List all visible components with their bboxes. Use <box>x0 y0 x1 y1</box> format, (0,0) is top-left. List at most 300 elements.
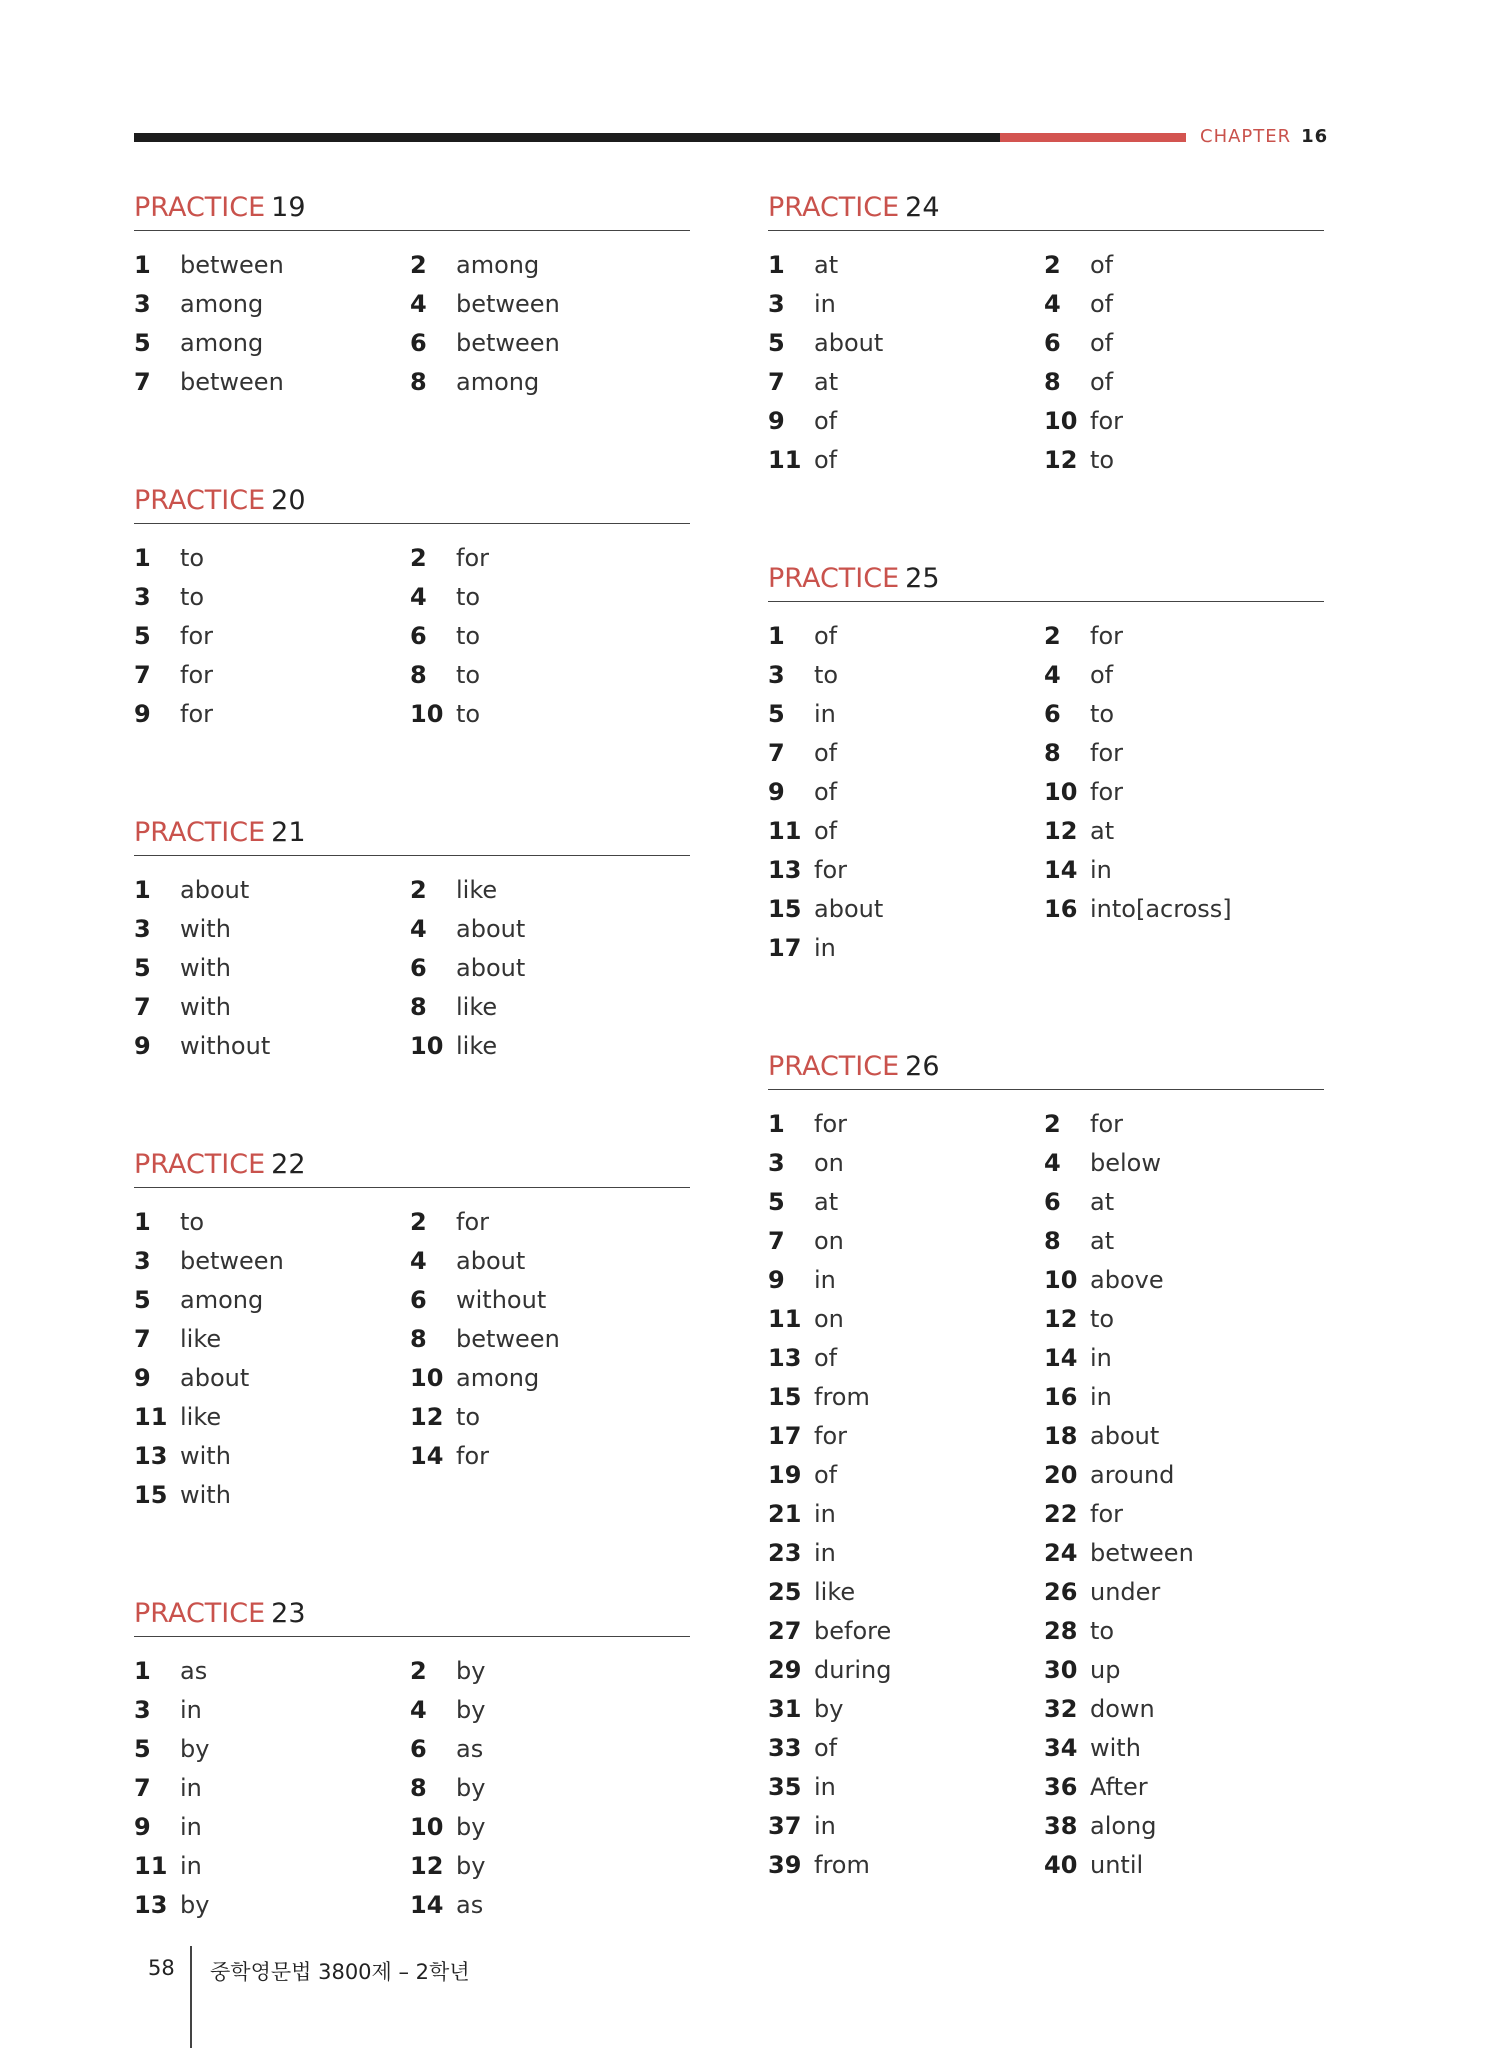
answer-word: at <box>814 1187 839 1216</box>
answer-number: 2 <box>410 250 427 279</box>
answer-word: between <box>456 1324 560 1353</box>
answer-number: 10 <box>410 1812 444 1841</box>
answer-word: about <box>1090 1421 1160 1450</box>
answer-word: in <box>814 933 836 962</box>
answer-word: by <box>456 1773 486 1802</box>
answer-word: of <box>814 1460 838 1489</box>
chapter-number: 16 <box>1301 126 1329 147</box>
answer-word: for <box>1090 1109 1123 1138</box>
answer-number: 1 <box>134 875 151 904</box>
answer-item <box>1044 1533 1324 1572</box>
answer-number: 3 <box>134 582 151 611</box>
answer-word: of <box>1090 328 1114 357</box>
answer-number: 8 <box>1044 738 1061 767</box>
answer-word: for <box>456 1207 489 1236</box>
answer-item <box>134 1436 410 1475</box>
answer-list <box>134 245 690 401</box>
answer-number: 11 <box>768 445 802 474</box>
answer-number: 15 <box>134 1480 168 1509</box>
answer-item <box>410 323 690 362</box>
answer-number: 4 <box>410 1695 427 1724</box>
answer-number: 5 <box>134 1285 151 1314</box>
answer-word: in <box>180 1695 202 1724</box>
answer-number: 5 <box>134 953 151 982</box>
answer-item <box>768 401 1044 440</box>
answer-word: between <box>180 250 284 279</box>
answer-item <box>134 1690 410 1729</box>
answer-item <box>134 1202 410 1241</box>
answer-number: 23 <box>768 1538 802 1567</box>
answer-word: in <box>814 1499 836 1528</box>
answer-item <box>1044 1182 1324 1221</box>
answer-item <box>1044 1104 1324 1143</box>
answer-number: 2 <box>1044 621 1061 650</box>
answer-number: 8 <box>410 992 427 1021</box>
answer-item <box>1044 245 1324 284</box>
answer-item <box>768 616 1044 655</box>
practice-label: PRACTICE <box>134 192 266 223</box>
answer-word: on <box>814 1226 844 1255</box>
answer-number: 2 <box>1044 1109 1061 1138</box>
practice-section <box>768 1049 1324 1884</box>
answer-number: 5 <box>134 1734 151 1763</box>
answer-number: 11 <box>768 816 802 845</box>
answer-number: 6 <box>410 621 427 650</box>
answer-word: in <box>1090 1343 1112 1372</box>
answer-item <box>768 362 1044 401</box>
answer-word: as <box>456 1890 484 1919</box>
answer-number: 3 <box>768 1148 785 1177</box>
answer-word: of <box>814 406 838 435</box>
answer-item <box>1044 1494 1324 1533</box>
answer-item <box>768 245 1044 284</box>
answer-word: among <box>456 367 540 396</box>
answer-number: 26 <box>1044 1577 1078 1606</box>
answer-item <box>768 323 1044 362</box>
answer-item <box>768 284 1044 323</box>
answer-word: among <box>180 328 264 357</box>
answer-item <box>768 928 1044 967</box>
answer-word: to <box>456 582 481 611</box>
answer-item <box>768 1377 1044 1416</box>
answer-item <box>768 1299 1044 1338</box>
answer-item <box>410 1358 690 1397</box>
answer-word: with <box>180 992 231 1021</box>
answer-number: 25 <box>768 1577 802 1606</box>
practice-title <box>134 1147 690 1188</box>
answer-word: with <box>180 1480 231 1509</box>
answer-item <box>768 811 1044 850</box>
answer-word: like <box>456 1031 498 1060</box>
answer-item <box>134 1026 410 1065</box>
answer-item <box>410 1436 690 1475</box>
answer-item <box>768 1182 1044 1221</box>
practice-section <box>134 483 690 733</box>
answer-item <box>410 1651 690 1690</box>
practice-section <box>134 1147 690 1514</box>
answer-word: to <box>1090 445 1115 474</box>
answer-number: 1 <box>134 543 151 572</box>
answer-item <box>410 538 690 577</box>
answer-number: 16 <box>1044 1382 1078 1411</box>
answer-number: 6 <box>410 1734 427 1763</box>
answer-item <box>134 616 410 655</box>
practice-title <box>768 1049 1324 1090</box>
practice-label: PRACTICE <box>134 1149 266 1180</box>
answer-item <box>410 870 690 909</box>
practice-number: 21 <box>271 817 306 848</box>
answer-word: to <box>814 660 839 689</box>
answer-number: 13 <box>134 1441 168 1470</box>
answer-number: 7 <box>768 367 785 396</box>
answer-item <box>410 655 690 694</box>
answer-item <box>768 1338 1044 1377</box>
answer-word: like <box>180 1402 222 1431</box>
answer-number: 15 <box>768 1382 802 1411</box>
answer-number: 6 <box>1044 1187 1061 1216</box>
answer-word: of <box>1090 660 1114 689</box>
answer-number: 4 <box>1044 289 1061 318</box>
answer-item <box>1044 1845 1324 1884</box>
answer-word: of <box>814 816 838 845</box>
answer-word: about <box>456 914 526 943</box>
answer-item <box>1044 1455 1324 1494</box>
answer-item <box>1044 811 1324 850</box>
answer-word: for <box>1090 1499 1123 1528</box>
answer-word: by <box>456 1851 486 1880</box>
answer-word: from <box>814 1850 870 1879</box>
answer-item <box>768 1494 1044 1533</box>
answer-item <box>134 870 410 909</box>
answer-word: to <box>456 621 481 650</box>
answer-item <box>410 1690 690 1729</box>
answer-item <box>134 1241 410 1280</box>
answer-number: 32 <box>1044 1694 1078 1723</box>
answer-word: in <box>814 1265 836 1294</box>
answer-word: for <box>1090 406 1123 435</box>
answer-number: 6 <box>1044 699 1061 728</box>
answer-word: like <box>456 992 498 1021</box>
answer-item <box>768 1533 1044 1572</box>
practice-title <box>134 190 690 231</box>
answer-word: in <box>814 699 836 728</box>
answer-item <box>1044 1338 1324 1377</box>
chapter-indicator <box>1200 126 1328 147</box>
answer-word: of <box>814 1733 838 1762</box>
answer-number: 13 <box>134 1890 168 1919</box>
practice-label: PRACTICE <box>134 817 266 848</box>
answer-number: 12 <box>1044 445 1078 474</box>
answer-word: in <box>1090 855 1112 884</box>
practice-number: 24 <box>905 192 940 223</box>
answer-number: 13 <box>768 1343 802 1372</box>
answer-number: 8 <box>1044 367 1061 396</box>
answer-word: around <box>1090 1460 1175 1489</box>
practice-section <box>768 190 1324 479</box>
answer-word: for <box>1090 738 1123 767</box>
answer-number: 14 <box>410 1441 444 1470</box>
answer-item <box>1044 616 1324 655</box>
answer-number: 8 <box>410 1773 427 1802</box>
answer-word: on <box>814 1148 844 1177</box>
answer-item <box>1044 1650 1324 1689</box>
answer-number: 12 <box>1044 1304 1078 1333</box>
answer-number: 3 <box>134 1246 151 1275</box>
answer-word: among <box>456 1363 540 1392</box>
answer-number: 8 <box>410 367 427 396</box>
answer-word: between <box>456 328 560 357</box>
practice-label: PRACTICE <box>134 485 266 516</box>
answer-number: 3 <box>134 914 151 943</box>
answer-item <box>410 1807 690 1846</box>
answer-item <box>768 1416 1044 1455</box>
answer-number: 7 <box>768 1226 785 1255</box>
answer-item <box>768 1104 1044 1143</box>
answer-number: 2 <box>410 875 427 904</box>
answer-number: 10 <box>1044 777 1078 806</box>
practice-label: PRACTICE <box>768 192 900 223</box>
answer-item <box>768 1767 1044 1806</box>
answer-number: 21 <box>768 1499 802 1528</box>
answer-number: 3 <box>768 660 785 689</box>
answer-number: 11 <box>768 1304 802 1333</box>
answer-word: with <box>180 953 231 982</box>
answer-item <box>134 987 410 1026</box>
answer-word: below <box>1090 1148 1161 1177</box>
practice-label: PRACTICE <box>768 1051 900 1082</box>
answer-word: like <box>814 1577 856 1606</box>
footer-divider <box>190 1946 192 2048</box>
answer-word: in <box>814 1772 836 1801</box>
answer-number: 27 <box>768 1616 802 1645</box>
answer-item <box>410 1319 690 1358</box>
answer-word: without <box>180 1031 271 1060</box>
answer-word: in <box>180 1851 202 1880</box>
answer-number: 28 <box>1044 1616 1078 1645</box>
answer-item <box>1044 1806 1324 1845</box>
answer-word: among <box>180 289 264 318</box>
answer-item <box>410 1397 690 1436</box>
answer-word: for <box>1090 621 1123 650</box>
answer-list <box>768 1104 1324 1884</box>
answer-item <box>134 1807 410 1846</box>
answer-word: of <box>814 1343 838 1372</box>
answer-number: 9 <box>768 1265 785 1294</box>
answer-item <box>410 284 690 323</box>
answer-item <box>410 1885 690 1924</box>
answer-number: 14 <box>1044 1343 1078 1372</box>
answer-number: 8 <box>410 660 427 689</box>
answer-item <box>1044 1221 1324 1260</box>
answer-word: before <box>814 1616 892 1645</box>
answer-word: as <box>456 1734 484 1763</box>
answer-number: 30 <box>1044 1655 1078 1684</box>
answer-item <box>134 909 410 948</box>
practice-title <box>768 190 1324 231</box>
answer-word: by <box>180 1734 210 1763</box>
chapter-label: CHAPTER <box>1200 126 1292 147</box>
practice-number: 26 <box>905 1051 940 1082</box>
answer-number: 29 <box>768 1655 802 1684</box>
answer-item <box>134 284 410 323</box>
answer-number: 17 <box>768 1421 802 1450</box>
answer-word: by <box>456 1656 486 1685</box>
practice-label: PRACTICE <box>768 563 900 594</box>
answer-item <box>768 1650 1044 1689</box>
answer-word: for <box>180 699 213 728</box>
answer-item <box>1044 1143 1324 1182</box>
answer-item <box>1044 1260 1324 1299</box>
answer-word: in <box>1090 1382 1112 1411</box>
answer-number: 9 <box>768 777 785 806</box>
answer-word: from <box>814 1382 870 1411</box>
practice-section <box>134 815 690 1065</box>
answer-item <box>134 1651 410 1690</box>
answer-word: into[across] <box>1090 894 1232 923</box>
answer-number: 5 <box>768 699 785 728</box>
answer-number: 6 <box>410 1285 427 1314</box>
answer-word: like <box>180 1324 222 1353</box>
answer-item <box>1044 1377 1324 1416</box>
answer-word: between <box>1090 1538 1194 1567</box>
answer-number: 1 <box>134 1656 151 1685</box>
answer-item <box>768 1572 1044 1611</box>
answer-word: for <box>180 660 213 689</box>
practice-section <box>134 190 690 401</box>
answer-item <box>134 1397 410 1436</box>
answer-word: between <box>456 289 560 318</box>
answer-number: 9 <box>134 699 151 728</box>
answer-word: at <box>1090 1187 1115 1216</box>
answer-word: for <box>456 543 489 572</box>
answer-item <box>410 1241 690 1280</box>
answer-word: during <box>814 1655 892 1684</box>
practice-number: 19 <box>271 192 306 223</box>
answer-word: until <box>1090 1850 1144 1879</box>
answer-number: 5 <box>768 1187 785 1216</box>
answer-number: 18 <box>1044 1421 1078 1450</box>
answer-item <box>410 1768 690 1807</box>
answer-number: 10 <box>410 1031 444 1060</box>
answer-number: 2 <box>410 1207 427 1236</box>
answer-item <box>134 1358 410 1397</box>
answer-item <box>768 1806 1044 1845</box>
answer-list <box>768 245 1324 479</box>
answer-word: to <box>1090 699 1115 728</box>
answer-number: 1 <box>768 1109 785 1138</box>
answer-list <box>134 1651 690 1924</box>
answer-number: 6 <box>410 953 427 982</box>
answer-number: 15 <box>768 894 802 923</box>
answer-word: After <box>1090 1772 1148 1801</box>
answer-item <box>134 538 410 577</box>
answer-item <box>768 1221 1044 1260</box>
answer-word: for <box>814 855 847 884</box>
answer-number: 16 <box>1044 894 1078 923</box>
answer-number: 8 <box>410 1324 427 1353</box>
answer-number: 5 <box>134 621 151 650</box>
answer-item <box>410 616 690 655</box>
answer-word: of <box>1090 367 1114 396</box>
answer-number: 40 <box>1044 1850 1078 1879</box>
answer-number: 3 <box>768 289 785 318</box>
answer-number: 5 <box>768 328 785 357</box>
answer-item <box>410 1026 690 1065</box>
answer-number: 7 <box>768 738 785 767</box>
answer-number: 34 <box>1044 1733 1078 1762</box>
answer-item <box>768 694 1044 733</box>
answer-item <box>1044 323 1324 362</box>
answer-number: 10 <box>410 1363 444 1392</box>
answer-word: about <box>456 1246 526 1275</box>
answer-word: for <box>1090 777 1123 806</box>
answer-item <box>134 1475 410 1514</box>
answer-word: about <box>180 875 250 904</box>
answer-word: at <box>814 367 839 396</box>
answer-word: by <box>456 1695 486 1724</box>
answer-number: 12 <box>410 1851 444 1880</box>
answer-word: of <box>814 777 838 806</box>
answer-word: along <box>1090 1811 1157 1840</box>
answer-item <box>410 577 690 616</box>
answer-item <box>410 1729 690 1768</box>
answer-word: above <box>1090 1265 1164 1294</box>
answer-number: 4 <box>410 914 427 943</box>
answer-word: among <box>180 1285 264 1314</box>
answer-word: of <box>814 621 838 650</box>
answer-number: 9 <box>134 1812 151 1841</box>
answer-number: 10 <box>1044 406 1078 435</box>
answer-item <box>768 1611 1044 1650</box>
answer-number: 22 <box>1044 1499 1078 1528</box>
practice-label: PRACTICE <box>134 1598 266 1629</box>
answer-word: by <box>814 1694 844 1723</box>
answer-item <box>768 733 1044 772</box>
answer-number: 1 <box>768 250 785 279</box>
answer-item <box>410 987 690 1026</box>
answer-word: in <box>180 1812 202 1841</box>
answer-item <box>1044 1572 1324 1611</box>
answer-number: 4 <box>410 289 427 318</box>
answer-number: 35 <box>768 1772 802 1801</box>
answer-number: 4 <box>1044 660 1061 689</box>
answer-number: 12 <box>1044 816 1078 845</box>
answer-number: 3 <box>134 1695 151 1724</box>
answer-word: to <box>456 660 481 689</box>
answer-number: 14 <box>1044 855 1078 884</box>
answer-item <box>410 245 690 284</box>
answer-number: 37 <box>768 1811 802 1840</box>
answer-number: 36 <box>1044 1772 1078 1801</box>
answer-word: on <box>814 1304 844 1333</box>
answer-number: 10 <box>1044 1265 1078 1294</box>
answer-word: up <box>1090 1655 1121 1684</box>
answer-number: 17 <box>768 933 802 962</box>
answer-item <box>1044 655 1324 694</box>
answer-item <box>768 655 1044 694</box>
answer-number: 33 <box>768 1733 802 1762</box>
answer-word: of <box>1090 250 1114 279</box>
answer-item <box>134 1768 410 1807</box>
answer-item <box>410 1202 690 1241</box>
answer-word: about <box>180 1363 250 1392</box>
answer-number: 4 <box>410 582 427 611</box>
practice-number: 23 <box>271 1598 306 1629</box>
answer-word: in <box>814 1538 836 1567</box>
answer-word: among <box>456 250 540 279</box>
answer-item <box>768 772 1044 811</box>
answer-word: for <box>180 621 213 650</box>
